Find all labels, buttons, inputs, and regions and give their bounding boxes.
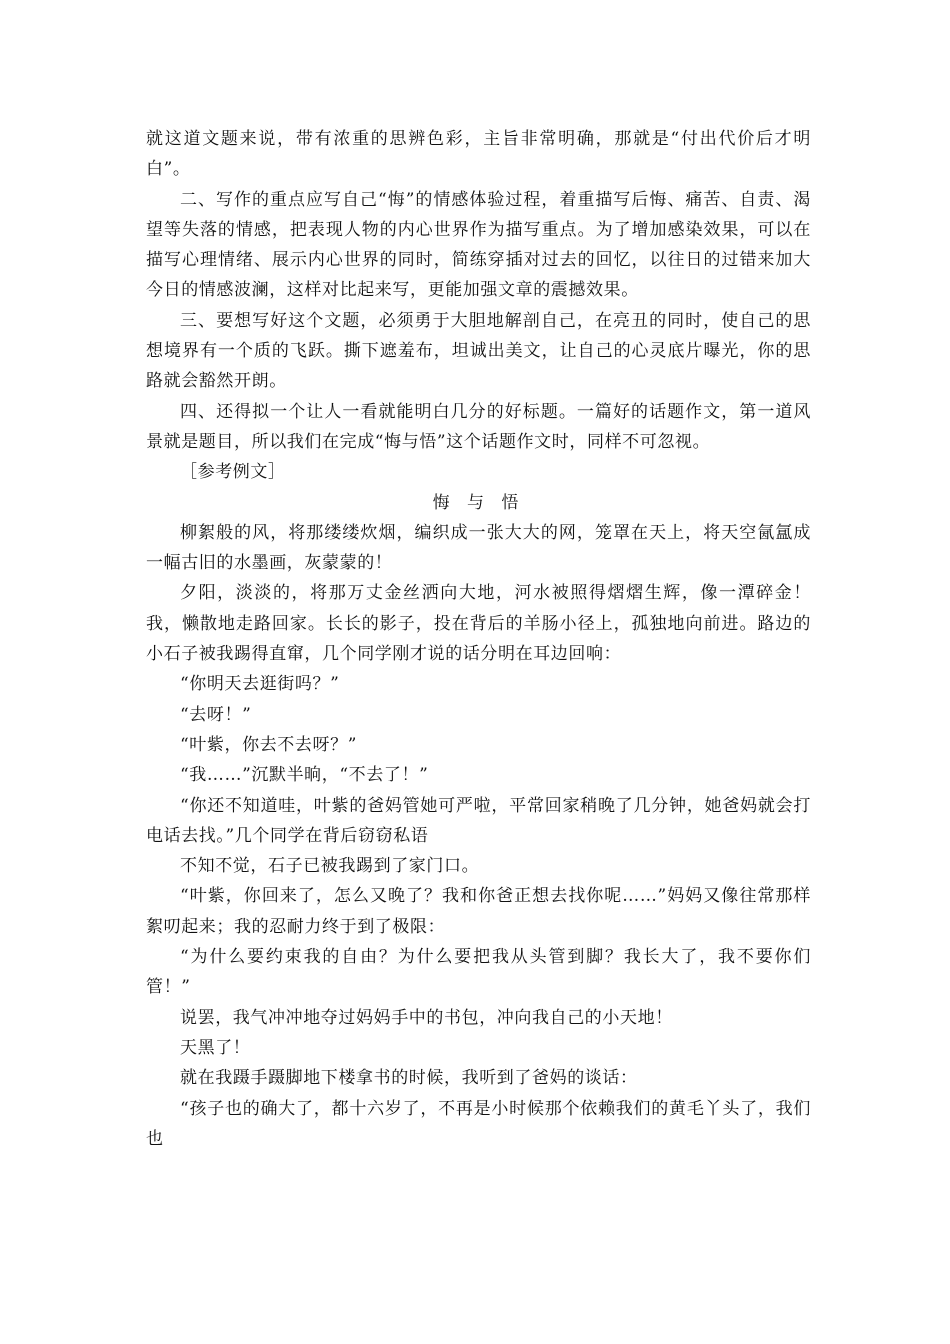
dialogue-line: “我……”沉默半晌，“不去了！” — [180, 765, 429, 786]
dialogue-line: “叶紫，你去不去呀？” — [180, 734, 357, 755]
essay-title: 悔 与 悟 — [432, 492, 525, 513]
paragraph-8: 夕阳，淡淡的，将那万丈金丝洒向大地，河水被照得熠熠生辉，像一潭碎金！我，懒散地走路回家。长长的影子，投在背后的羊肠小径上，孤独地向前进。路边的小石子被我踢得直窜，几个同学刚才说的话分明在耳边回响： — [146, 583, 811, 665]
paragraph-3: 三、要想写好这个文题，必须勇于大胆地解剖自己，在亮丑的同时，使自己的思想境界有一个质的飞跃。撕下遮羞布，坦诚出美文，让自己的心灵底片曝光，你的思路就会豁然开朗。 — [146, 310, 811, 392]
paragraph-14: 不知不觉，石子已被我踢到了家门口。 — [180, 856, 480, 877]
dialogue-line: “你明天去逛街吗？” — [180, 674, 340, 695]
paragraph-4: 四、还得拟一个让人一看就能明白几分的好标题。一篇好的话题作文，第一道风景就是题目，所以我们在完成“悔与悟”这个话题作文时，同样不可忽视。 — [146, 401, 811, 452]
paragraph-17: 说罢，我气冲冲地夺过妈妈手中的书包，冲向我自己的小天地！ — [180, 1007, 673, 1028]
paragraph-7: 柳絮般的风，将那缕缕炊烟，编织成一张大大的网，笼罩在天上，将天空氤氲成一幅古旧的水墨画，灰蒙蒙的！ — [146, 522, 811, 574]
document-body — [146, 124, 811, 1154]
paragraph-18: 天黑了！ — [180, 1037, 251, 1058]
paragraph-13: “你还不知道哇，叶紫的爸妈管她可严啦，平常回家稍晚了几分钟，她爸妈就会打电话去找。”几个同学在背后窃窃私语 — [146, 795, 811, 846]
paragraph-1: 就这道文题来说，带有浓重的思辨色彩，主旨非常明确，那就是“付出代价后才明白”。 — [146, 129, 811, 180]
reference-heading: ［参考例文］ — [180, 462, 286, 483]
paragraph-20: “孩子也的确大了，都十六岁了，不再是小时候那个依赖我们的黄毛丫头了，我们也 — [146, 1098, 811, 1149]
dialogue-line: “去呀！” — [180, 704, 252, 725]
paragraph-15: “叶紫，你回来了，怎么又晚了？我和你爸正想去找你呢……”妈妈又像往常那样絮叨起来；我的忍耐力终于到了极限： — [146, 886, 811, 937]
paragraph-2: 二、写作的重点应写自己“悔”的情感体验过程，着重描写后悔、痛苦、自责、渴望等失落的情感，把表现人物的内心世界作为描写重点。为了增加感染效果，可以在描写心理情绪、展示内心世界的同时，简练穿插对过去的回忆，以往日的过错来加大今日的情感波澜，这样对比起来写，更能加强文章的震撼效果。 — [146, 189, 811, 301]
paragraph-16: “为什么要约束我的自由？为什么要把我从头管到脚？我长大了，我不要你们管！” — [146, 947, 811, 998]
paragraph-19: 就在我蹑手蹑脚地下楼拿书的时候，我听到了爸妈的谈话： — [180, 1068, 638, 1089]
